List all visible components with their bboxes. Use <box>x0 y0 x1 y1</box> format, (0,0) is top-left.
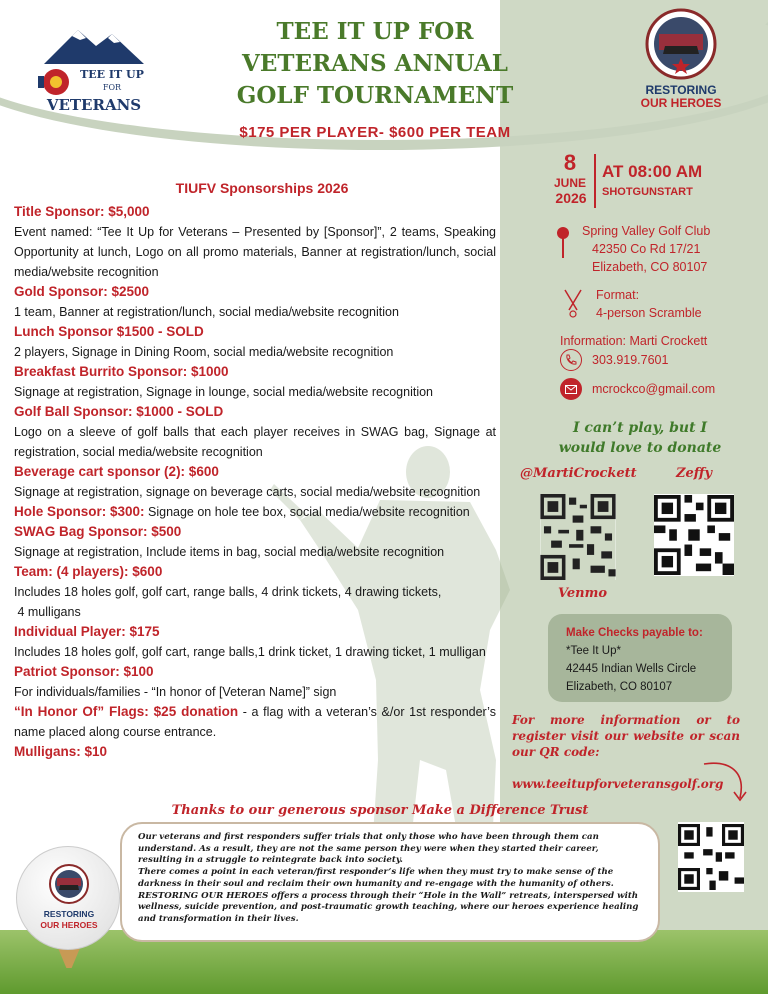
title-line-1: TEE IT UP FOR <box>276 18 474 45</box>
sponsor-heading-inline <box>14 502 496 522</box>
sponsor-description: Logo on a sleeve of golf balls that each player receives in SWAG bag, Signage at registration, social media/website recognition <box>14 425 496 459</box>
golf-ball-logo <box>16 846 120 950</box>
event-time: AT 08:00 AM <box>602 162 703 181</box>
checks-payee: *Tee It Up* <box>566 645 621 657</box>
venue-name: Spring Valley Golf Club <box>582 224 711 238</box>
venue-address: 42350 Co Rd 17/21 <box>592 242 701 256</box>
curved-arrow-icon <box>700 760 750 806</box>
event-date <box>550 150 750 210</box>
date-year: 2026 <box>555 190 587 206</box>
tee-it-up-logo <box>38 20 150 120</box>
zeffy-qr-code[interactable] <box>654 494 734 576</box>
golfball-line1: RESTORING <box>43 909 95 919</box>
sponsor-heading: Mulligans: $10 <box>14 744 108 759</box>
sponsor-description: Includes 18 holes golf, golf cart, range balls, 4 drink tickets, 4 drawing tickets, <box>14 585 442 599</box>
sponsor-description-cont: 4 mulligans <box>14 605 81 619</box>
venue-city: Elizabeth, CO 80107 <box>592 260 708 274</box>
donate-line1: I can’t play, but I <box>573 420 707 436</box>
sponsor-description: Includes 18 holes golf, golf cart, range balls,1 drink ticket, 1 drawing ticket, 1 mulligan <box>14 645 486 659</box>
price-line: $175 PER PLAYER- $600 PER TEAM <box>239 124 511 141</box>
sponsor-heading: Gold Sponsor: $2500 <box>14 284 150 299</box>
sponsor-description: Signage on hole tee box, social media/website recognition <box>144 505 470 519</box>
phone-icon <box>560 349 582 371</box>
golfball-line2: OUR HEROES <box>40 920 98 930</box>
logo-line1: TEE IT UP <box>80 68 144 81</box>
venmo-qr-code[interactable] <box>540 494 616 580</box>
sponsor-description: - a flag with a veteran’s &/or 1st responder’s name placed along course entrance. <box>14 705 496 739</box>
zeffy-label: Zeffy <box>676 466 713 481</box>
title-line-2: VETERANS ANNUAL <box>242 50 508 77</box>
mission-paragraph-2: There comes a point in each veteran/first responder’s life when they must try to make sense of the darkness in their soul and reclaim their own humanity and re-engage with the humanity of others. RESTORING OUR HEROES offers a process through their “Hole in the Wall” retreats, interspersed with wellness, suicide prevention, and post-traumatic growth teaching, where our heroes experience healing and transformation in their lives. <box>138 867 639 924</box>
sponsor-heading: Lunch Sponsor $1500 - SOLD <box>14 324 204 339</box>
date-day: 8 <box>563 150 577 175</box>
format-label: Format: <box>596 288 640 302</box>
logo-line2: FOR <box>102 83 122 92</box>
info-contact: Information: Marti Crockett <box>560 334 708 348</box>
heroes-emblem-icon <box>645 8 717 80</box>
sponsor-heading: Golf Ball Sponsor: $1000 - SOLD <box>14 404 224 419</box>
mission-statement <box>120 822 660 942</box>
sponsor-heading: Team: (4 players): $600 <box>14 564 163 579</box>
more-info-text: For more information or to register visit our website or scan our QR code: <box>512 713 740 759</box>
checks-city: Elizabeth, CO 80107 <box>566 681 673 693</box>
restoring-heroes-logo <box>630 8 732 120</box>
sponsor-description: 2 players, Signage in Dining Room, social media/website recognition <box>14 345 394 359</box>
sponsor-heading: Beverage cart sponsor (2): $600 <box>14 464 219 479</box>
sponsor-heading: Breakfast Burrito Sponsor: $1000 <box>14 364 229 379</box>
sponsorship-list <box>14 180 496 762</box>
sponsor-description: Signage at registration, signage on beverage carts, social media/website recognition <box>14 485 481 499</box>
website-qr-code[interactable] <box>678 822 744 892</box>
golf-clubs-icon <box>562 288 584 318</box>
sponsorships-title: TIUFV Sponsorships 2026 <box>175 180 349 196</box>
event-start-type: SHOTGUNSTART <box>602 186 693 198</box>
title-line-3: GOLF TOURNAMENT <box>236 82 514 109</box>
date-divider <box>594 154 596 208</box>
sponsor-heading: Title Sponsor: $5,000 <box>14 204 150 219</box>
format-value: 4-person Scramble <box>596 306 702 320</box>
sponsor-description: For individuals/families - “In honor of [Veteran Name]” sign <box>14 685 337 699</box>
phone-number[interactable]: 303.919.7601 <box>592 353 669 367</box>
heroes-line1: RESTORING <box>645 83 717 97</box>
sponsor-description: Signage at registration, Include items in bag, social media/website recognition <box>14 545 445 559</box>
sponsor-heading: Patriot Sponsor: $100 <box>14 664 154 679</box>
location-pin-icon <box>556 226 570 260</box>
sponsor-heading: Individual Player: $175 <box>14 624 160 639</box>
thanks-line: Thanks to our generous sponsor Make a Difference Trust <box>171 803 589 818</box>
donate-heading <box>520 418 760 458</box>
sponsor-heading: SWAG Bag Sponsor: $500 <box>14 524 182 539</box>
venmo-label: Venmo <box>558 586 608 601</box>
checks-heading: Make Checks payable to: <box>566 627 703 639</box>
sponsor-description: Signage at registration, Signage in lounge, social media/website recognition <box>14 385 434 399</box>
email-icon <box>560 378 582 400</box>
sponsor-description: 1 team, Banner at registration/lunch, social media/website recognition <box>14 305 399 319</box>
website-link[interactable]: www.teeitupforveteransgolf.org <box>512 777 724 791</box>
sponsor-heading-inline <box>14 702 496 742</box>
logo-line3: VETERANS <box>46 96 142 114</box>
sponsor-description: Event named: “Tee It Up for Veterans – Presented by [Sponsor]”, 2 teams, Speaking Opportunity at lunch, Logo on all promo materials, Banner at registration/lunch, social media/website recognition <box>14 225 496 279</box>
heroes-line2: OUR HEROES <box>640 96 722 110</box>
checks-box <box>548 614 732 702</box>
sponsor-heading: Hole Sponsor: $300: <box>14 504 145 519</box>
mission-paragraph-1: Our veterans and first responders suffer trials that only those who have been through them can understand. As a result, they are not the same person they were when they started their career, resulting in a struggle to reintegrate back into society. <box>138 832 599 866</box>
donate-line2: would love to donate <box>558 440 722 456</box>
sponsor-heading: “In Honor Of” Flags: $25 donation <box>14 704 239 719</box>
checks-street: 42445 Indian Wells Circle <box>566 663 697 675</box>
venmo-handle: @MartiCrockett <box>520 466 637 481</box>
date-month: JUNE <box>553 176 586 190</box>
heroes-emblem-icon <box>45 863 93 905</box>
page-title <box>230 16 520 112</box>
email-address[interactable]: mcrockco@gmail.com <box>592 382 716 396</box>
